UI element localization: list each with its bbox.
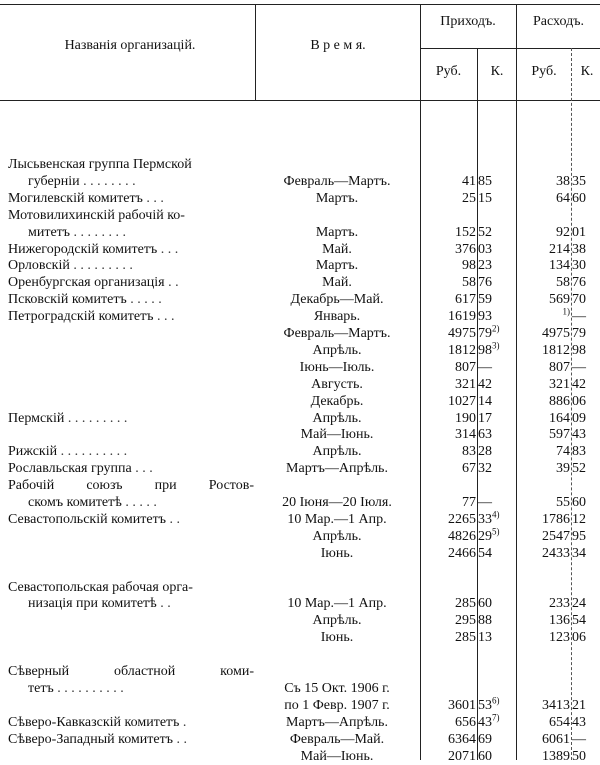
period: Май.: [322, 241, 352, 257]
expense-kopecks: 21: [572, 697, 586, 713]
leader-dots: . . .: [157, 241, 179, 257]
organization-name: Рабочій союзъ при Ростов-: [8, 478, 254, 494]
income-rubles: 1619: [448, 309, 476, 325]
period: Мартъ—Апрѣль.: [286, 461, 388, 477]
expense-kopecks: —: [572, 359, 586, 375]
income-kopecks: 60: [478, 596, 492, 612]
period: Апрѣль.: [312, 444, 362, 460]
organization-name: тетъ . . . . . . . . . .: [28, 680, 124, 696]
footnote-mark: 7): [492, 712, 500, 723]
organization-name: Сѣверо-Западный комитетъ . .: [8, 731, 187, 747]
period: Августь.: [311, 376, 363, 392]
income-rubles: 314: [455, 427, 476, 443]
expense-rubles: 6061: [542, 731, 570, 747]
top-rule: [0, 4, 600, 5]
income-kopecks: 93: [478, 309, 492, 325]
expense-kopecks: 30: [572, 258, 586, 274]
period: Май—Іюнь.: [300, 427, 374, 443]
income-rubles: 321: [455, 376, 476, 392]
expense-rubles: 233: [549, 596, 570, 612]
footnote-mark: 5): [492, 526, 500, 537]
organization-name: губерніи . . . . . . . .: [28, 173, 136, 189]
expense-kopecks: 52: [572, 461, 586, 477]
period: Декабрь—Май.: [290, 292, 384, 308]
income-rubles: 4975: [448, 326, 476, 341]
ledger-row: [0, 494, 600, 511]
period: Апрѣль.: [312, 410, 362, 426]
ledger-row: [0, 274, 600, 291]
ledger-row: [0, 663, 600, 680]
expense-kopecks: —: [572, 731, 586, 747]
expense-rubles: 1812: [542, 342, 570, 358]
ledger-row: [0, 156, 600, 173]
leader-dots: . . . . . . . . . .: [53, 680, 124, 696]
income-rubles: 3601: [448, 697, 476, 713]
period: Мартъ—Апрѣль.: [286, 714, 388, 730]
expense-rubles: 1786: [542, 511, 570, 527]
expense-kopecks: 76: [572, 275, 586, 291]
period: по 1 Февр. 1907 г.: [284, 697, 390, 713]
expense-kopecks: 35: [572, 173, 586, 189]
income-rubles: 83: [462, 444, 476, 460]
income-rubles: 4826: [448, 528, 476, 544]
ledger-row: [0, 680, 600, 697]
income-header: Приходъ.: [440, 14, 496, 29]
organization-name: Лысьвенская группа Пермской: [8, 157, 192, 172]
income-rubles: 58: [462, 275, 476, 291]
leader-dots: . . . . . . . . .: [64, 410, 128, 426]
period: Январь.: [313, 309, 361, 325]
ledger-row: [0, 545, 600, 562]
period: 10 Мар.—1 Апр.: [287, 511, 387, 527]
ledger-row: [0, 224, 600, 241]
leader-dots: . . .: [131, 461, 153, 477]
expense-kopecks: 38: [572, 241, 586, 257]
expense-rubles: 1389: [542, 748, 570, 764]
ledger-row: [0, 325, 600, 342]
leader-dots: . .: [164, 275, 179, 291]
income-kopecks: 79$^{2)}$: [478, 323, 500, 341]
income-kopecks: 52: [478, 224, 492, 240]
ledger-row: [0, 426, 600, 443]
leader-dots: . . . . .: [126, 292, 162, 308]
income-rubles: 152: [455, 224, 476, 240]
income-kopecks: 29$^{5)}$: [478, 526, 500, 544]
organization-name: Севастопольскій комитетъ . .: [8, 511, 180, 527]
ledger-row: [0, 612, 600, 629]
expense-kopecks: 09: [572, 410, 586, 426]
income-kopecks: 63: [478, 427, 492, 443]
ledger-row: [0, 579, 600, 596]
ledger-row: [0, 477, 600, 494]
organization-name: митетъ . . . . . . . .: [28, 224, 127, 240]
expense-rubles: 64: [556, 190, 570, 206]
income-kopecks: 60: [478, 748, 492, 764]
expense-kopecks: 24: [572, 596, 586, 612]
time-column-header: В р е м я.: [310, 38, 366, 53]
expense-rubles: 136: [549, 613, 570, 629]
expense-rubles: 886: [549, 393, 570, 409]
income-rubles: 67: [462, 461, 476, 477]
organization-name: Рославльская группа . . .: [8, 461, 153, 477]
leader-dots: . . . . . . . . . .: [57, 444, 128, 460]
income-kopecks: 13: [478, 630, 492, 646]
leader-dots: . .: [172, 731, 187, 747]
org-time-separator: [255, 4, 256, 100]
organization-name: Могилевскій комитетъ . . .: [8, 190, 164, 206]
income-rubles: 656: [455, 714, 476, 730]
footnote-mark: 1): [562, 306, 570, 317]
income-rubles: 6364: [448, 731, 476, 747]
org-column-header: Названія организацій.: [64, 38, 196, 53]
ledger-row: [0, 359, 600, 376]
income-rubles: 77: [462, 495, 476, 510]
income-rubles: 1812: [448, 342, 476, 358]
period: Апрѣль.: [312, 342, 362, 358]
income-kopecks: 15: [478, 190, 492, 206]
leader-dots: . .: [156, 596, 171, 612]
income-rubles: 285: [455, 630, 476, 646]
expense-kopecks: 70: [572, 292, 586, 308]
organization-name: Псковскій комитетъ . . . . .: [8, 292, 162, 308]
organization-name: Рижскій . . . . . . . . . .: [8, 444, 128, 460]
ledger-row: [0, 697, 600, 714]
ledger-row: [0, 595, 600, 612]
income-kopecks: 03: [478, 241, 492, 257]
expense-kopecks: 12: [572, 511, 586, 527]
income-rubles: 190: [455, 410, 476, 426]
organization-name: Сѣверный областной коми-: [8, 664, 254, 679]
expense-rubles: [518, 308, 570, 325]
ledger-row: [0, 443, 600, 460]
income-kopecks: 42: [478, 376, 492, 392]
ledger-row: [0, 291, 600, 308]
expense-kopecks: 54: [572, 613, 586, 629]
expense-rubles: 569: [549, 292, 570, 308]
income-rubles: 617: [455, 292, 476, 308]
subheader-rule: [420, 48, 600, 49]
ledger-row: [0, 257, 600, 274]
income-rubles: 2265: [448, 511, 476, 527]
expense-rubles: 807: [549, 359, 570, 375]
expense-rubles: 55: [556, 495, 570, 510]
income-kop-header: К.: [490, 64, 504, 79]
period: Іюнь—Іюль.: [299, 359, 375, 375]
ledger-row: [0, 410, 600, 427]
income-rubles: 25: [462, 190, 476, 206]
expense-kop-header: К.: [580, 64, 594, 79]
expense-kopecks: 79: [572, 326, 586, 341]
period: Мартъ.: [315, 224, 359, 240]
organization-name: Севастопольская рабочая орга-: [8, 579, 193, 595]
expense-rubles: 74: [556, 444, 570, 460]
leader-dots: . . .: [142, 190, 164, 206]
ledger-row: [0, 376, 600, 393]
expense-kopecks: 98: [572, 342, 586, 358]
ledger-row: [0, 393, 600, 410]
income-kopecks: 43$^{7)}$: [478, 712, 500, 730]
expense-kopecks: 95: [572, 528, 586, 544]
expense-rub-header: Руб.: [531, 64, 557, 79]
ledger-row: [0, 748, 600, 765]
leader-dots: . .: [165, 511, 180, 527]
income-rubles: 2466: [448, 545, 476, 561]
expense-rubles: 2433: [542, 545, 570, 561]
organization-name: скомъ комитетѣ . . . . .: [28, 495, 157, 510]
income-kopecks: 23: [478, 258, 492, 274]
period: Іюнь.: [320, 630, 354, 646]
ledger-row: [0, 511, 600, 528]
period: Февраль—Мартъ.: [283, 326, 391, 341]
organization-name: Мотовилихинскій рабочій ко-: [8, 207, 185, 223]
income-rubles: 285: [455, 596, 476, 612]
expense-kopecks: 42: [572, 376, 586, 392]
expense-rubles: 58: [556, 275, 570, 291]
expense-rubles: 321: [549, 376, 570, 392]
income-kopecks: 17: [478, 410, 492, 426]
expense-kopecks: 43: [572, 714, 586, 730]
footnote-mark: 4): [492, 509, 500, 520]
period: Апрѣль.: [312, 528, 362, 544]
income-rubles: 376: [455, 241, 476, 257]
expense-rubles: 2547: [542, 528, 570, 544]
expense-rubles: 164: [549, 410, 570, 426]
footnote-mark: 2): [492, 323, 500, 334]
expense-kopecks: 06: [572, 393, 586, 409]
expense-rubles: 123: [549, 630, 570, 646]
ledger-row: [0, 714, 600, 731]
income-kopecks: —: [478, 359, 492, 375]
income-kopecks: —: [478, 495, 492, 510]
income-kopecks: 33$^{4)}$: [478, 509, 500, 527]
income-rubles: 295: [455, 613, 476, 629]
expense-rubles: 214: [549, 241, 570, 257]
ledger-row: [0, 460, 600, 477]
expense-kopecks: 50: [572, 748, 586, 764]
period: Май.: [322, 275, 352, 291]
period: 10 Мар.—1 Апр.: [287, 596, 387, 612]
income-kopecks: 28: [478, 444, 492, 460]
expense-rubles: 654: [549, 714, 570, 730]
ledger-row: [0, 207, 600, 224]
ledger-row: [0, 241, 600, 258]
leader-dots: . . . . . . . .: [79, 173, 136, 189]
income-kopecks: 69: [478, 731, 492, 747]
organization-name: Пермскій . . . . . . . . .: [8, 410, 128, 426]
organization-name: Оренбургская организація . .: [8, 275, 179, 291]
leader-dots: . . . . . . . .: [70, 224, 127, 240]
expense-rubles: 92: [556, 224, 570, 240]
expense-rubles: 3413: [542, 697, 570, 713]
period: Іюнь.: [320, 545, 354, 561]
income-kopecks: 88: [478, 613, 492, 629]
ledger-row: [0, 173, 600, 190]
leader-dots: . . .: [153, 309, 175, 325]
period: Мартъ.: [315, 258, 359, 274]
period: Апрѣль.: [312, 613, 362, 629]
income-kopecks: 14: [478, 393, 492, 409]
expense-kopecks: 01: [572, 224, 586, 240]
ledger-row: [0, 731, 600, 748]
leader-dots: .: [179, 714, 187, 730]
expense-kopecks: 60: [572, 495, 586, 510]
expense-rubles: 38: [556, 173, 570, 189]
period: Мартъ.: [315, 190, 359, 206]
ledger-row: [0, 629, 600, 646]
organization-name: Петроградскій комитетъ . . .: [8, 309, 175, 325]
ledger-row: [0, 190, 600, 207]
expense-kopecks: 34: [572, 545, 586, 561]
income-rubles: 1027: [448, 393, 476, 409]
expense-kopecks: 43: [572, 427, 586, 443]
period: Февраль—Мартъ.: [283, 173, 391, 189]
organization-name: Орловскій . . . . . . . . .: [8, 258, 133, 274]
period: 20 Іюня—20 Іюля.: [282, 495, 392, 510]
income-kopecks: 98$^{3)}$: [478, 340, 500, 358]
income-kopecks: 54: [478, 545, 492, 561]
expense-kopecks: 83: [572, 444, 586, 460]
period: Май—Іюнь.: [300, 748, 374, 764]
income-kopecks: 85: [478, 173, 492, 189]
expense-kopecks: 06: [572, 630, 586, 646]
period: Съ 15 Окт. 1906 г.: [284, 680, 390, 696]
income-rubles: 41: [462, 173, 476, 189]
income-kopecks: 59: [478, 292, 492, 308]
expense-header: Расходъ.: [533, 14, 584, 29]
ledger-row: [0, 528, 600, 545]
leader-dots: . . . . . . . . .: [69, 258, 133, 274]
income-rubles: 2071: [448, 748, 476, 764]
expense-rubles: 4975: [542, 326, 570, 341]
income-kopecks: 32: [478, 461, 492, 477]
organization-name: Нижегородскій комитетъ . . .: [8, 241, 179, 257]
period: Февраль—Май.: [289, 731, 385, 747]
income-rubles: 807: [455, 359, 476, 375]
expense-kopecks: —: [572, 309, 586, 325]
footnote-mark: 6): [492, 695, 500, 706]
leader-dots: . . . . .: [121, 495, 157, 510]
income-kopecks: 76: [478, 275, 492, 291]
expense-rubles: 134: [549, 258, 570, 274]
income-kopecks: 53$^{6)}$: [478, 695, 500, 713]
ledger-row: [0, 308, 600, 325]
period: Декабрь.: [310, 393, 364, 409]
expense-kopecks: 60: [572, 190, 586, 206]
income-rub-header: Руб.: [435, 64, 462, 79]
expense-rubles: 597: [549, 427, 570, 443]
footnote-mark: 3): [492, 340, 500, 351]
ledger-row: [0, 342, 600, 359]
header-bottom-rule: [0, 100, 600, 101]
income-rubles: 98: [462, 258, 476, 274]
organization-name: низація при комитетѣ . .: [28, 596, 171, 612]
expense-rubles: 39: [556, 461, 570, 477]
organization-name: Сѣверо-Кавказскій комитетъ .: [8, 714, 187, 730]
